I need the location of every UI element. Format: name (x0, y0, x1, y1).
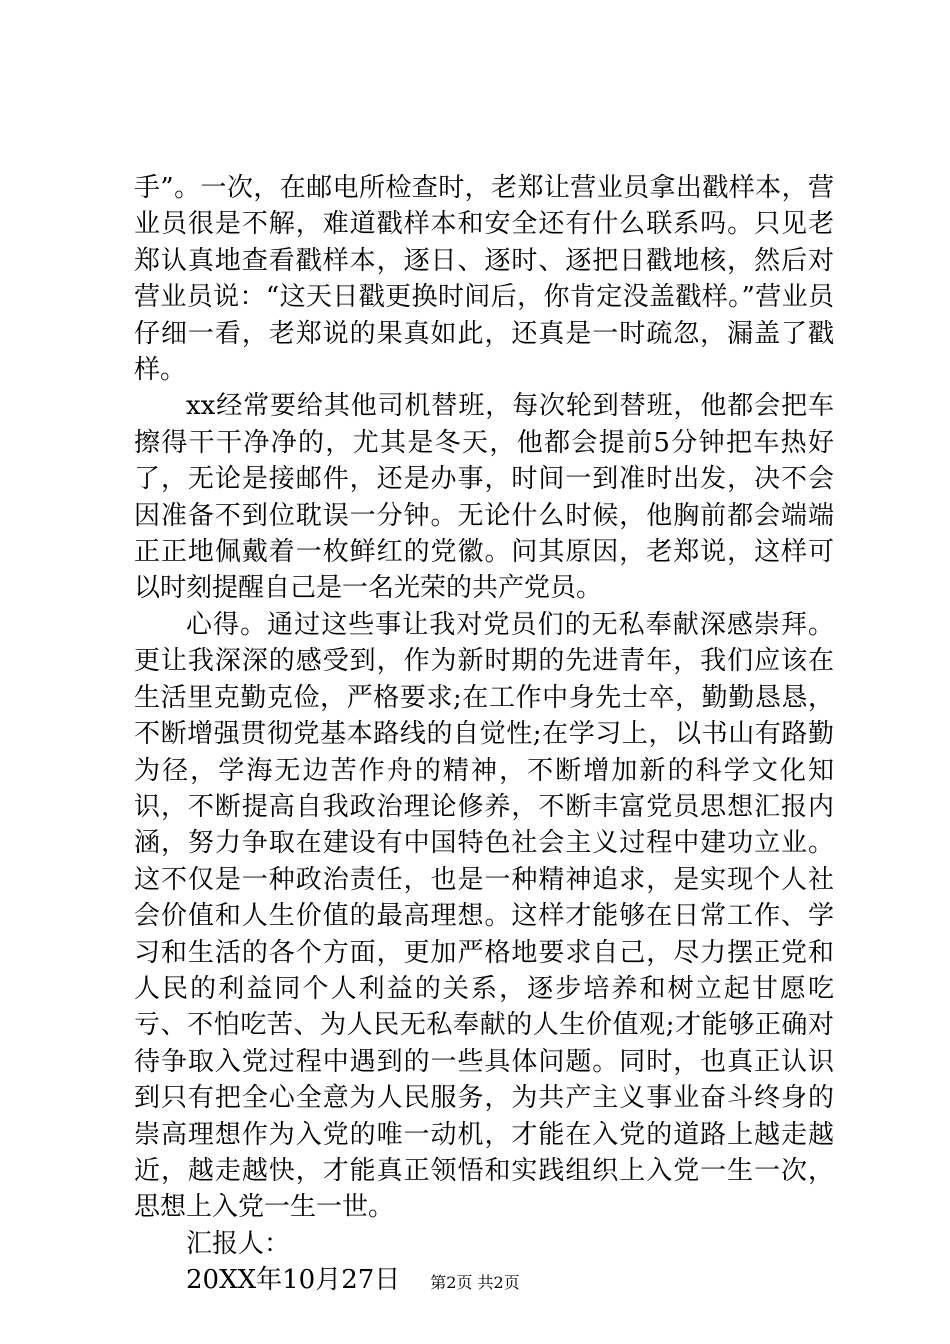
paragraph-substitute-driver: xx经常要给其他司机替班，每次轮到替班，他都会把车擦得干干净净的，尤其是冬天，他都会提前5分钟把车热好了，无论是接邮件，还是办事，时间一到准时出发，决不会因准备不到位耽误一分钟。无论什么时候，他胸前都会端端正正地佩戴着一枚鲜红的党徽。问其原因，老郑说，这样可以时刻提醒自己是一名光荣的共产党员。 (134, 391, 834, 604)
paragraph-reflection: 心得。通过这些事让我对党员们的无私奉献深感崇拜。更让我深深的感受到，作为新时期的先进青年，我们应该在生活里克勤克俭，严格要求;在工作中身先士卒，勤勤恳恳，不断增强贯彻党基本路线的自觉性;在学习上，以书山有路勤为径，学海无边苦作舟的精神，不断增加新的科学文化知识，不断提高自我政治理论修养，不断丰富党员思想汇报内涵，努力争取在建设有中国特色社会主义过程中建功立业。这不仅是一种政治责任，也是一种精神追求，是实现个人社会价值和人生价值的最高理想。这样才能够在日常工作、学习和生活的各个方面，更加严格地要求自己，尽力摆正党和人民的利益同个人利益的关系，逐步培养和树立起甘愿吃亏、不怕吃苦、为人民无私奉献的人生价值观;才能够正确对待争取入党过程中遇到的一些具体问题。同时，也真正认识到只有把全心全意为人民服务，为共产主义事业奋斗终身的崇高理想作为入党的唯一动机，才能在入党的道路上越走越近，越走越快，才能真正领悟和实践组织上入党一生一次，思想上入党一生一世。 (134, 609, 834, 1223)
page-number-footer: 第2页 共2页 (430, 1273, 520, 1292)
report-date: 20XX年10月27日 (186, 1265, 401, 1296)
reporter-label: 汇报人： (186, 1228, 291, 1259)
document-body (134, 170, 834, 1299)
paragraph-safety-check: 手”。一次，在邮电所检查时，老郑让营业员拿出戳样本，营业员很是不解，难道戳样本和安全还有什么联系吗。只见老郑认真地查看戳样本，逐日、逐时、逐把日戳地核，然后对营业员说：“这天日戳更换时间后，你肯定没盖戳样。”营业员仔细一看，老郑说的果真如此，还真是一时疏忽，漏盖了戳样。 (134, 173, 834, 386)
